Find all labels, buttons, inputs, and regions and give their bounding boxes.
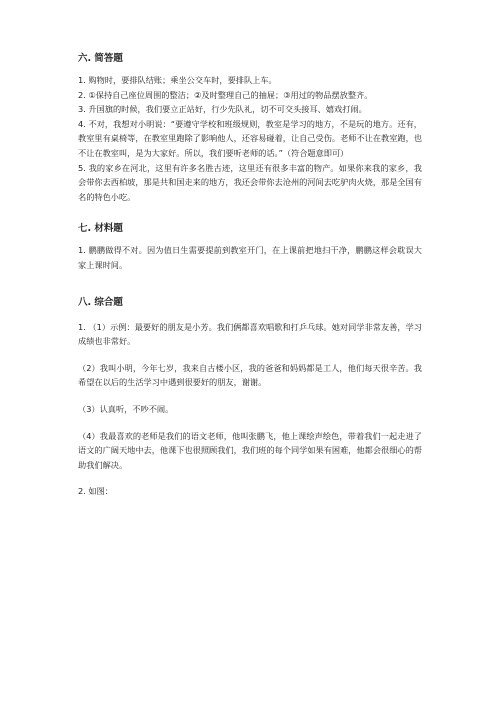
section-title: 八. 综合题 [78,296,123,308]
section-title: 七. 材料题 [78,223,123,235]
section-title: 六. 简答题 [78,53,123,64]
answer-paragraph: 5. 我的家乡在河北，这里有许多名胜古迹，这里还有很多丰富的物产。如果你来我的家乡，我会带你去西柏坡，那是共和国走来的地方，我还会带你去沧州的河间去吃驴肉火烧，那是全国有名的特色小吃。 [78,162,422,202]
answer-paragraph: （3）认真听，不吵不闹。 [78,403,174,414]
section-comprehensive [78,296,422,499]
answer-paragraph: 1. （1）示例：最要好的朋友是小芳。我们俩都喜欢唱歌和打乒乓球。她对同学非常友善，学习成绩也非常好。 [78,321,422,347]
answer-paragraph: 2. 如图： [78,486,113,497]
answer-paragraph: 1. 购物时，要排队结账；乘坐公交车时，要排队上车。 [78,75,277,85]
section-short-answer [78,52,422,204]
answer-paragraph: 2. ①保持自己座位周围的整洁；②及时整理自己的抽屉；③用过的物品摆放整齐。 [78,89,373,100]
answer-paragraph: （4）我最喜欢的老师是我们的语文老师，他叫张鹏飞，他上课绘声绘色，带着我们一起走进了语文的广阔天地中去，他课下也很照顾我们，我们班的每个同学如果有困难，他都会很细心的帮助我们解决。 [78,430,422,470]
answer-paragraph: （2）我叫小明，今年七岁，我来自古楼小区，我的爸爸和妈妈都是工人，他们每天很辛苦。我希望在以后的生活学习中遇到很要好的朋友，谢谢。 [78,362,422,388]
answer-paragraph: 1. 鹏鹏做得不对。因为值日生需要提前到教室开门，在上课前把地扫干净，鹏鹏这样会耽误大家上课时间。 [78,245,422,270]
answer-paragraph: 3. 升国旗的时候，我们要立正站好，行少先队礼，切不可交头接耳、嬉戏打闹。 [78,104,367,115]
section-material [78,222,422,272]
answer-paragraph: 4. 不对，我想对小明说：“要遵守学校和班级规则，教室是学习的地方，不是玩的地方。还有，教室里有桌椅等，在教室里跑除了影响他人，还容易碰着，让自己受伤。老师不让在教室跑，也不让在教室叫，是为大家好。所以，我们要听老师的话。”（符合题意即可） [78,118,422,158]
